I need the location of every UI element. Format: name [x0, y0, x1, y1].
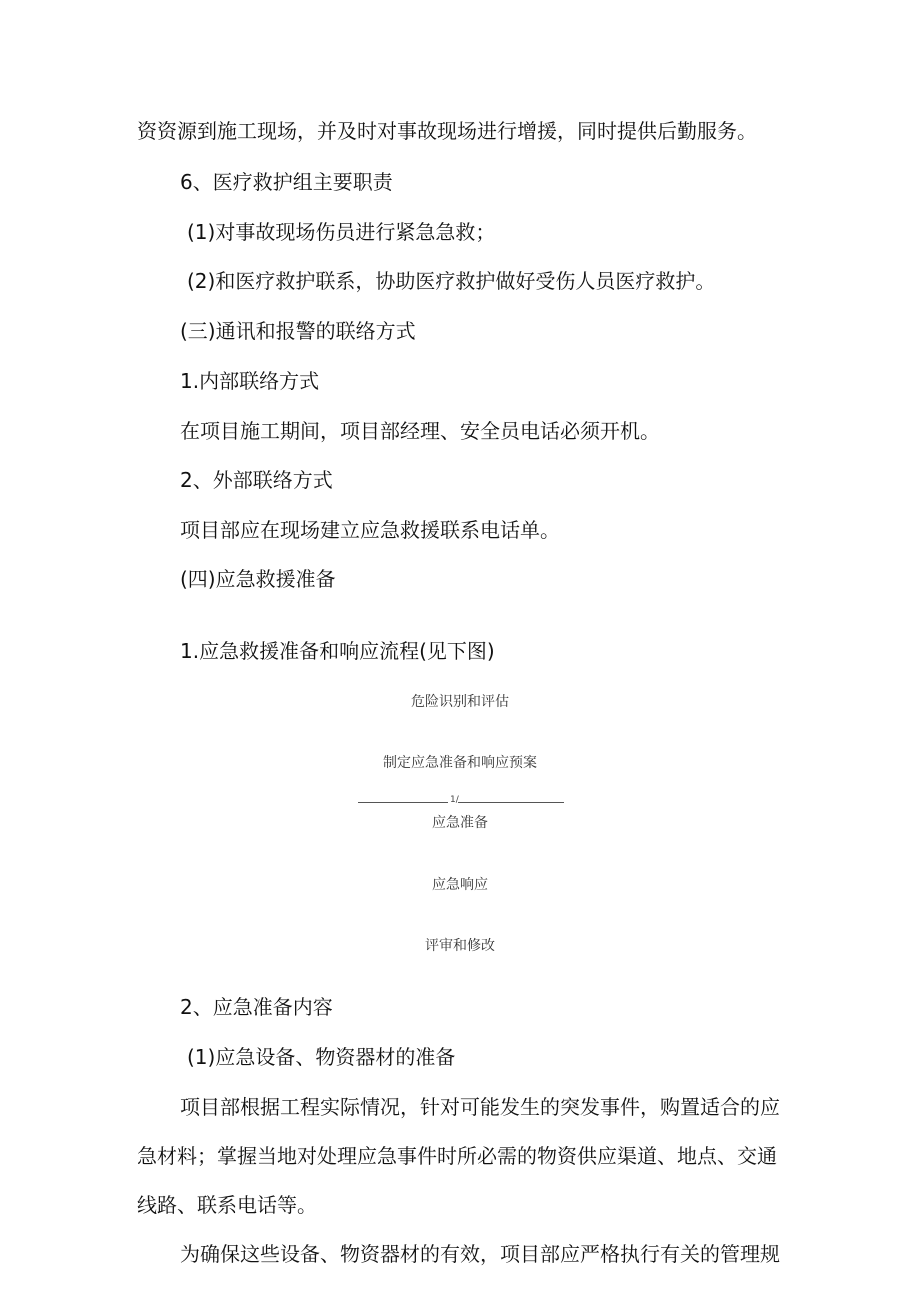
text-line: 项目部应在现场建立应急救援联系电话单。: [180, 518, 560, 542]
text-line: 在项目施工期间，项目部经理、安全员电话必须开机。: [180, 419, 660, 443]
list-item: (2)和医疗救护联系，协助医疗救护做好受伤人员医疗救护。: [187, 269, 716, 293]
text-line: 资资源到施工现场，并及时对事故现场进行增援，同时提供后勤服务。: [137, 119, 757, 143]
section-heading: (三)通讯和报警的联络方式: [180, 319, 416, 343]
subsection-heading: 2、应急准备内容: [180, 995, 333, 1019]
list-item: (1)对事故现场伤员进行紧急急救；: [187, 220, 496, 244]
flowchart-arrow-mark: 1/: [450, 795, 459, 805]
text-line: 急材料；掌握当地对处理应急事件时所必需的物资供应渠道、地点、交通: [137, 1144, 777, 1168]
flowchart-connector-line: [458, 802, 564, 803]
text-line: 项目部根据工程实际情况，针对可能发生的突发事件，购置适合的应: [180, 1095, 780, 1119]
text-line: 线路、联系电话等。: [137, 1193, 317, 1217]
text-line: 为确保这些设备、物资器材的有效，项目部应严格执行有关的管理规: [180, 1242, 780, 1266]
flowchart-step: 应急响应: [432, 877, 488, 893]
flowchart-step: 应急准备: [432, 815, 488, 831]
subsection-heading: 2、外部联络方式: [180, 468, 333, 492]
subsection-heading: 1.应急救援准备和响应流程(见下图): [180, 639, 495, 663]
flowchart-step: 评审和修改: [425, 938, 495, 954]
list-item: (1)应急设备、物资器材的准备: [187, 1045, 456, 1069]
section-heading: (四)应急救援准备: [180, 567, 336, 591]
subsection-heading: 1.内部联络方式: [180, 369, 320, 393]
section-heading: 6、医疗救护组主要职责: [180, 170, 393, 194]
flowchart-step: 制定应急准备和响应预案: [383, 755, 537, 771]
flowchart-connector-line: [358, 802, 448, 803]
flowchart-step: 危险识别和评估: [411, 694, 509, 710]
